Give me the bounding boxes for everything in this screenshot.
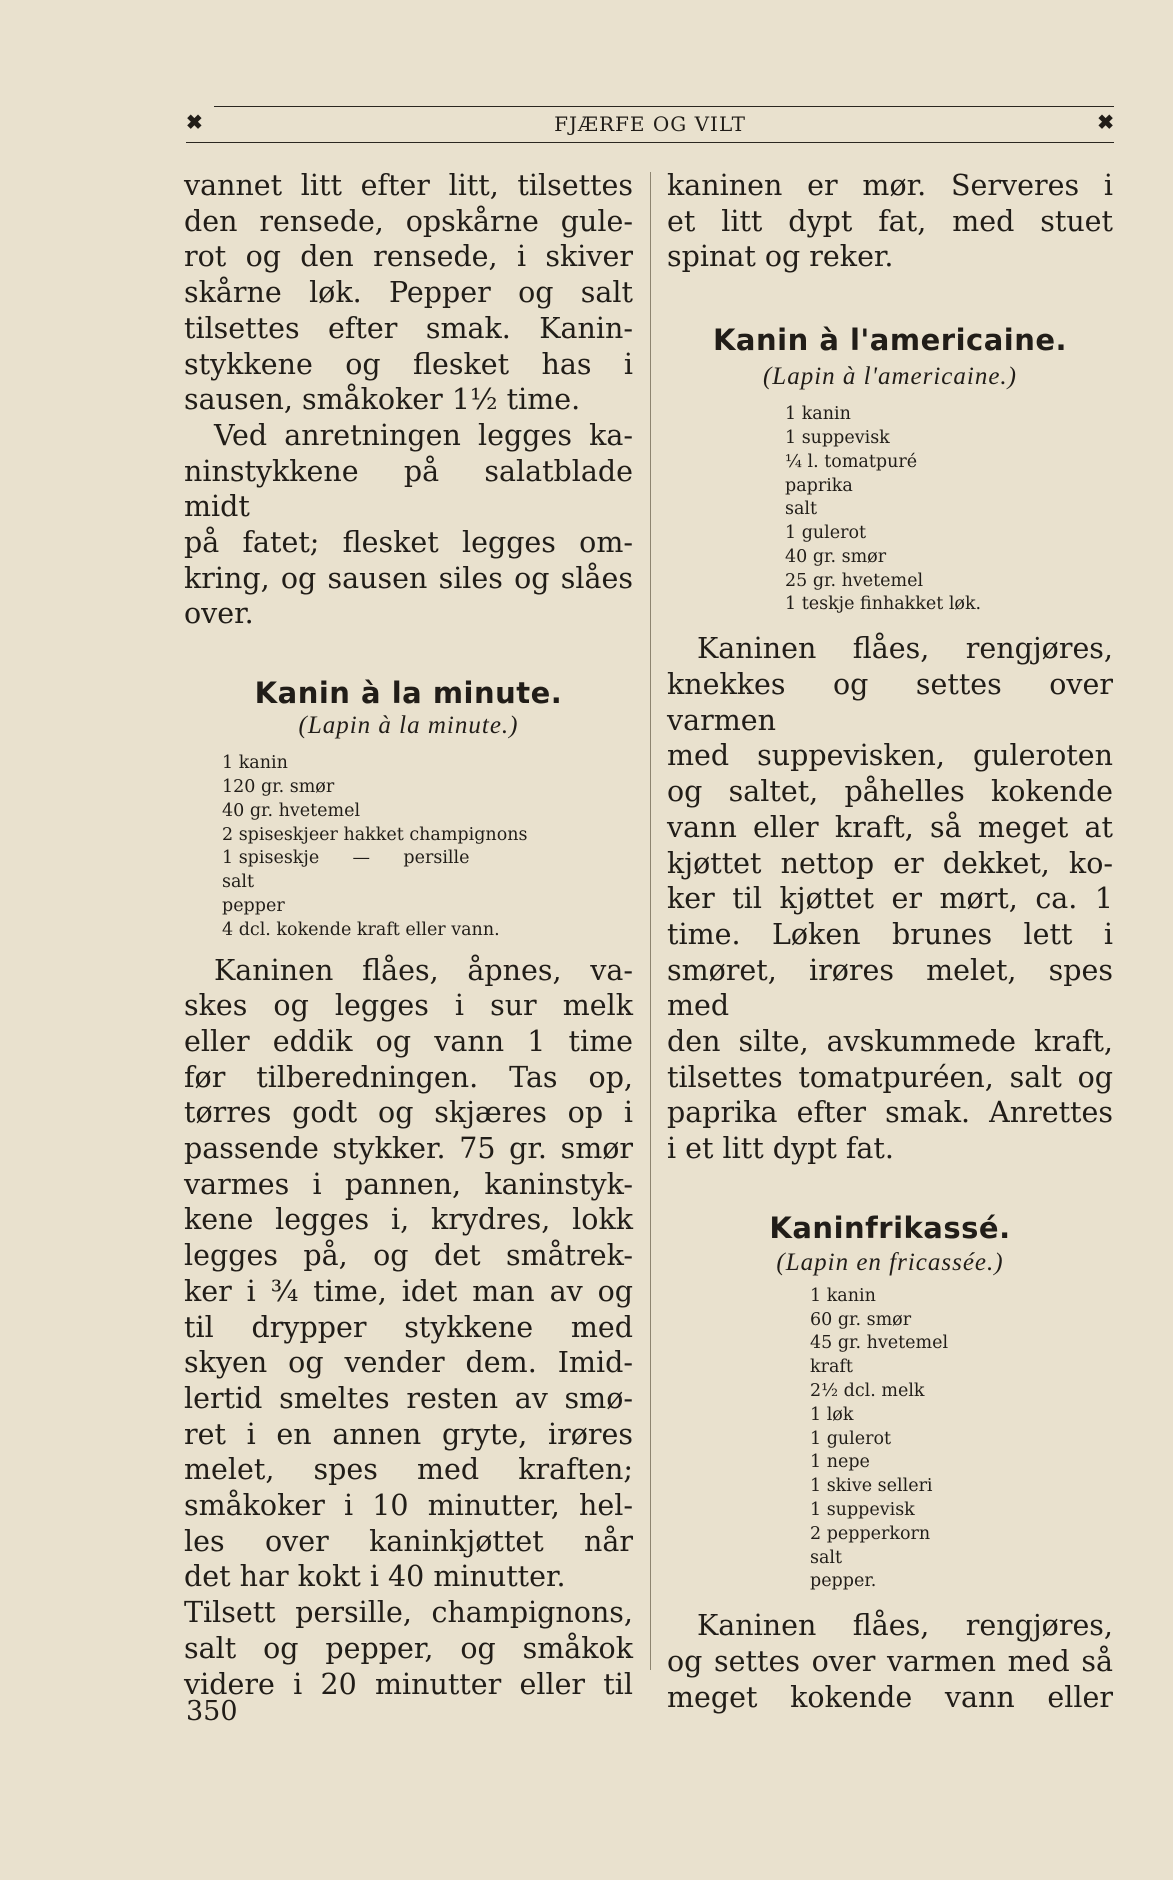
text-line: varmes i pannen, kaninstyk-	[184, 1167, 633, 1201]
ingredient-item: 1 skive selleri	[810, 1476, 933, 1497]
text-line: Kaninen flåes, rengjøres,	[697, 632, 1113, 666]
ingredient-item: 1 suppevisk	[810, 1500, 915, 1520]
ingredient-item: 2½ dcl. melk	[810, 1381, 925, 1402]
text-line: ker til kjøttet er mørt, ca. 1	[667, 882, 1113, 916]
text-line: i et litt dypt fat.	[667, 1132, 894, 1166]
ingredient-item: pepper	[222, 895, 285, 916]
method-paragraph	[184, 953, 633, 1703]
text-line: vannet litt efter litt, tilsettes	[184, 169, 633, 202]
text-line: spinat og reker.	[667, 240, 894, 274]
ingredient-item: 2 spiseskjeer hakket champignons	[222, 824, 528, 845]
text-line: Kaninen flåes, rengjøres,	[697, 1609, 1113, 1643]
text-line: videre i 20 minutter eller til	[184, 1667, 633, 1701]
text-line: over.	[184, 597, 254, 631]
header-rule-bottom	[186, 142, 1114, 143]
text-line: smøret, irøres melet, spes med	[667, 953, 1113, 1023]
right-column	[667, 168, 1113, 1715]
text-line: les over kaninkjøttet når	[184, 1524, 633, 1558]
ingredient-item: 60 gr. smør	[810, 1309, 912, 1330]
header-rule-top	[214, 106, 1114, 107]
left-column	[184, 168, 633, 1702]
page-number: 350	[186, 1696, 238, 1727]
text-line: til drypper stykkene med	[184, 1310, 633, 1344]
text-line: Kaninen flåes, åpnes, va-	[214, 953, 633, 987]
text-line: skyen og vender dem. Imid-	[184, 1346, 633, 1380]
text-line: kjøttet nettop er dekket, ko-	[667, 846, 1113, 880]
method-paragraph	[667, 1608, 1113, 1715]
ingredient-item: ¼ l. tomatpuré	[785, 451, 918, 472]
text-line: legges på, og det småtrek-	[184, 1239, 633, 1273]
ingredient-item: pepper.	[810, 1571, 877, 1592]
ingredient-item: 40 gr. smør	[785, 546, 887, 567]
text-line: kaninen er mør. Serveres i	[667, 169, 1113, 202]
text-line: på fatet; flesket legges om-	[184, 526, 633, 560]
ingredient-list	[810, 1285, 1113, 1594]
text-line: og saltet, påhelles kokende	[667, 775, 1113, 809]
text-line: før tilberedningen. Tas op,	[184, 1060, 633, 1094]
ingredient-item: 4 dcl. kokende kraft eller vann.	[222, 919, 500, 940]
continued-paragraph	[667, 168, 1113, 275]
recipe-subtitle: (Lapin en fricassée.)	[776, 1248, 1004, 1276]
recipe-title: Kanin à la minute.	[254, 676, 563, 711]
ingredient-list	[222, 752, 633, 942]
ingredient-item: 1 gulerot	[785, 523, 867, 544]
text-line: passende stykker. 75 gr. smør	[184, 1132, 633, 1166]
text-line: lertid smeltes resten av smø-	[184, 1381, 633, 1415]
column-divider	[650, 172, 651, 1670]
text-line: småkoker i 10 minutter, hel-	[184, 1489, 633, 1523]
ingredient-item: 1 kanin	[222, 753, 288, 774]
text-line: paprika efter smak. Anrettes	[667, 1096, 1113, 1130]
text-line: stykkene og flesket has i	[184, 347, 633, 381]
text-line: knekkes og settes over varmen	[667, 667, 1113, 737]
ingredient-item: salt	[785, 499, 818, 520]
ingredient-list	[785, 403, 1113, 617]
recipe-title: Kanin à l'americaine.	[712, 323, 1068, 358]
text-line: Ved anretningen legges ka-	[214, 418, 633, 452]
method-paragraph	[667, 631, 1113, 1167]
ingredient-item: 120 gr. smør	[222, 776, 335, 797]
text-line: eller eddik og vann 1 time	[184, 1024, 633, 1058]
text-line: rot og den rensede, i skiver	[184, 240, 633, 274]
text-line: kring, og sausen siles og slåes	[184, 561, 633, 595]
text-line: ninstykkene på salatblade midt	[184, 454, 633, 524]
text-line: den rensede, opskårne gule-	[184, 204, 633, 238]
ingredient-item: 1 kanin	[785, 404, 851, 425]
text-line: den silte, avskummede kraft,	[667, 1025, 1113, 1059]
text-line: sausen, småkoker 1½ time.	[184, 383, 581, 417]
text-line: Tilsett persille, champignons,	[184, 1596, 633, 1630]
text-line: skårne løk. Pepper og salt	[184, 276, 633, 310]
text-line: ker i ¾ time, idet man av og	[184, 1274, 633, 1308]
ingredient-item: 1 nepe	[810, 1452, 870, 1473]
text-line: vann eller kraft, så meget at	[667, 810, 1113, 844]
ingredient-item: 1 gulerot	[810, 1428, 892, 1449]
text-line: og settes over varmen med så	[667, 1644, 1113, 1678]
text-line: et litt dypt fat, med stuet	[667, 204, 1113, 238]
text-line: time. Løken brunes lett i	[667, 917, 1113, 951]
ingredient-item: 25 gr. hvetemel	[785, 570, 924, 591]
ingredient-item: 1 suppevisk	[785, 427, 890, 448]
cross-ornament-icon: ✖	[1097, 110, 1114, 134]
text-line: tilsettes efter smak. Kanin-	[184, 311, 633, 345]
ingredient-item: kraft	[810, 1357, 853, 1378]
ingredient-item: paprika	[785, 475, 853, 496]
recipe-subtitle: (Lapin à la minute.)	[298, 712, 519, 740]
ingredient-item: 1 kanin	[810, 1285, 876, 1306]
text-line: melet, spes med kraften;	[184, 1453, 633, 1487]
ingredient-item: salt	[222, 872, 255, 893]
recipe-subtitle: (Lapin à l'americaine.)	[762, 363, 1017, 391]
ingredient-item: 1 spiseskje — persille	[222, 848, 470, 869]
ingredient-item: 40 gr. hvetemel	[222, 800, 361, 821]
ingredient-item: salt	[810, 1547, 843, 1568]
ingredient-item: 1 løk	[810, 1404, 854, 1425]
text-line: skes og legges i sur melk	[184, 989, 633, 1023]
text-line: salt og pepper, og småkok	[184, 1631, 633, 1665]
ingredient-item: 1 teskje finhakket løk.	[785, 594, 982, 615]
text-line: meget kokende vann eller	[667, 1680, 1113, 1714]
text-line: tørres godt og skjæres op i	[184, 1096, 633, 1130]
text-line: tilsettes tomatpuréen, salt og	[667, 1060, 1113, 1094]
recipe-title: Kaninfrikassé.	[769, 1210, 1011, 1245]
text-line: med suppevisken, guleroten	[667, 739, 1113, 773]
running-title: FJÆRFE OG VILT	[554, 112, 746, 136]
ingredient-item: 2 pepperkorn	[810, 1523, 931, 1544]
text-line: det har kokt i 40 minutter.	[184, 1560, 566, 1594]
cross-ornament-icon: ✖	[186, 110, 203, 134]
text-line: ret i en annen gryte, irøres	[184, 1417, 633, 1451]
ingredient-item: 45 gr. hvetemel	[810, 1333, 949, 1354]
text-line: kene legges i, krydres, lokk	[184, 1203, 633, 1237]
continued-paragraph	[184, 168, 633, 632]
running-header	[186, 104, 1114, 138]
